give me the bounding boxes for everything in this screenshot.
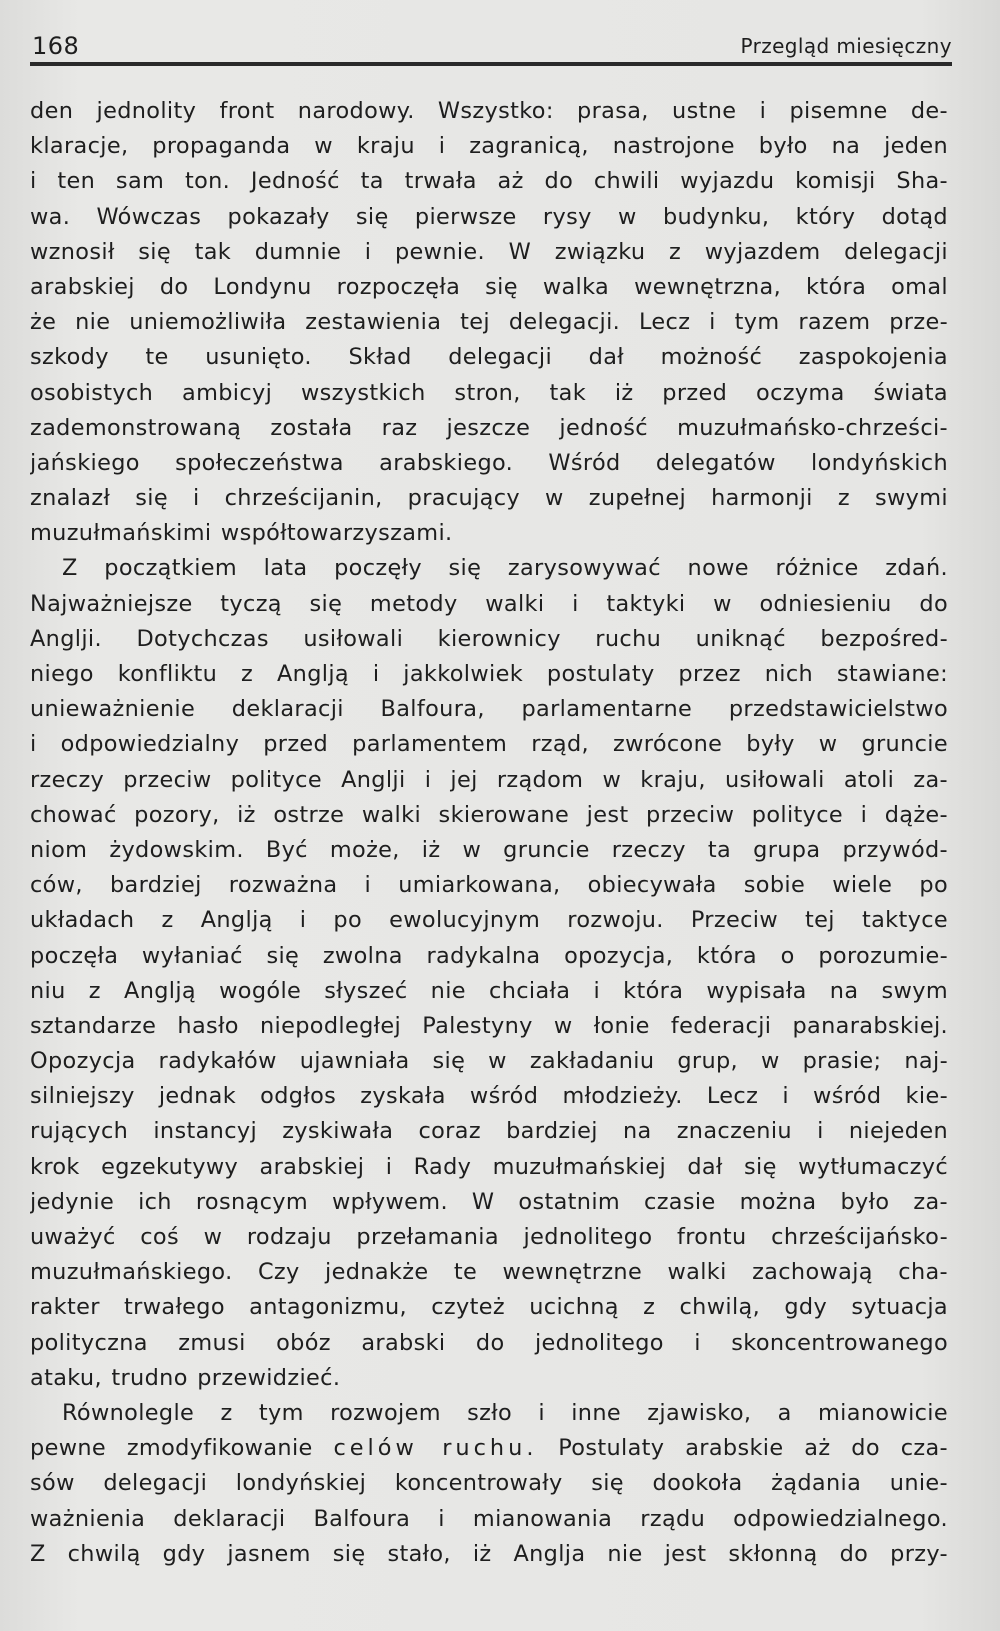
text-line: znalazł się i chrześcijanin, pracujący w zupełnej harmonji z swymi — [30, 485, 948, 512]
paragraph-1 — [30, 94, 948, 551]
text-line: Najważniejsze tyczą się metody walki i taktyki w odniesieniu do — [30, 590, 948, 617]
text-line: rujących instancyj zyskiwała coraz bardziej na znaczeniu i niejeden — [30, 1118, 948, 1145]
text-line: układach z Anglją i po ewolucyjnym rozwoju. Przeciw tej taktyce — [30, 907, 948, 934]
text-fragment: pewne zmodyfikowanie — [30, 1435, 334, 1462]
text-line: Opozycja radykałów ujawniała się w zakładaniu grup, w prasie; naj- — [30, 1048, 948, 1075]
text-line: że nie uniemożliwiła zestawienia tej delegacji. Lecz i tym razem prze- — [30, 309, 948, 336]
text-line: Równolegle z tym rozwojem szło i inne zjawisko, a mianowicie — [62, 1399, 948, 1426]
text-line: Anglji. Dotychczas usiłowali kierownicy ruchu uniknąć bezpośred- — [30, 625, 948, 652]
text-line: Z początkiem lata poczęły się zarysowywać nowe różnice zdań. — [62, 555, 948, 582]
text-line: wznosił się tak dumnie i pewnie. W związku z wyjazdem delegacji — [30, 238, 948, 265]
text-line: zademonstrowaną została raz jeszcze jedność muzułmańsko-chrześci- — [30, 414, 948, 441]
text-line: unieważnienie deklaracji Balfoura, parlamentarne przedstawicielstwo — [30, 696, 948, 723]
page-number: 168 — [32, 32, 80, 60]
body-text — [30, 94, 948, 1572]
text-line: den jednolity front narodowy. Wszystko: prasa, ustne i pisemne de- — [30, 98, 948, 124]
text-line: ców, bardziej rozważna i umiarkowana, obiecywała sobie wiele po — [30, 872, 948, 899]
text-line: chować pozory, iż ostrze walki skierowane jest przeciw polityce i dąże- — [30, 801, 948, 828]
paragraph-2 — [30, 551, 948, 1396]
text-line: niu z Anglją wogóle słyszeć nie chciała i która wypisała na swym — [30, 977, 948, 1004]
text-line: niom żydowskim. Być może, iż w gruncie rzeczy ta grupa przywód- — [30, 836, 948, 863]
running-title: Przegląd miesięczny — [740, 34, 952, 58]
page-header — [32, 28, 952, 62]
text-fragment: Postulaty arabskie aż do cza- — [537, 1435, 948, 1462]
text-line: ataku, trudno przewidzieć. — [30, 1364, 341, 1391]
text-line: jedynie ich rosnącym wpływem. W ostatnim czasie można było za- — [30, 1188, 948, 1215]
text-line: muzułmańskiego. Czy jednakże te wewnętrzne walki zachowają cha- — [30, 1259, 948, 1286]
text-line: ważnienia deklaracji Balfoura i mianowania rządu odpowiedzialnego. — [30, 1505, 948, 1532]
text-line: sów delegacji londyńskiej koncentrowały się dookoła żądania unie- — [30, 1470, 948, 1497]
text-line: muzułmańskimi współtowarzyszami. — [30, 520, 453, 547]
text-line: silniejszy jednak odgłos zyskała wśród młodzieży. Lecz i wśród kie- — [30, 1083, 948, 1110]
text-line: rakter trwałego antagonizmu, czyteż ucichną z chwilą, gdy sytuacja — [30, 1294, 948, 1321]
text-line: polityczna zmusi obóz arabski do jednolitego i skoncentrowanego — [30, 1329, 948, 1356]
text-line: wa. Wówczas pokazały się pierwsze rysy w budynku, który dotąd — [30, 203, 948, 230]
text-line: i odpowiedzialny przed parlamentem rząd, zwrócone były w gruncie — [30, 731, 948, 758]
text-line: szkody te usunięto. Skład delegacji dał możność zaspokojenia — [30, 344, 948, 371]
text-line: krok egzekutywy arabskiej i Rady muzułmańskiej dał się wytłumaczyć — [30, 1153, 948, 1180]
text-line: niego konfliktu z Anglją i jakkolwiek postulaty przez nich stawiane: — [30, 661, 948, 687]
text-line: arabskiej do Londynu rozpoczęła się walka wewnętrzna, która omal — [30, 273, 948, 300]
emphasized-phrase: celów ruchu. — [333, 1435, 538, 1462]
text-line: klaracje, propaganda w kraju i zagranicą, nastrojone było na jeden — [30, 133, 948, 160]
text-line: jańskiego społeczeństwa arabskiego. Wśród delegatów londyńskich — [30, 449, 948, 476]
text-line-with-emphasis — [30, 1431, 948, 1466]
text-line: sztandarze hasło niepodległej Palestyny w łonie federacji panarabskiej. — [30, 1012, 948, 1039]
text-line: Z chwilą gdy jasnem się stało, iż Anglja nie jest skłonną do przy- — [30, 1540, 948, 1567]
paragraph-3 — [30, 1396, 948, 1572]
text-line: osobistych ambicyj wszystkich stron, tak iż przed oczyma świata — [30, 379, 948, 406]
text-line: rzeczy przeciw polityce Anglji i jej rządom w kraju, usiłowali atoli za- — [30, 766, 948, 793]
text-line: i ten sam ton. Jedność ta trwała aż do chwili wyjazdu komisji Sha- — [30, 168, 948, 195]
text-line: uważyć coś w rodzaju przełamania jednolitego frontu chrześcijańsko- — [30, 1224, 948, 1250]
text-line: poczęła wyłaniać się zwolna radykalna opozycja, która o porozumie- — [30, 942, 948, 969]
header-rule — [30, 62, 952, 66]
